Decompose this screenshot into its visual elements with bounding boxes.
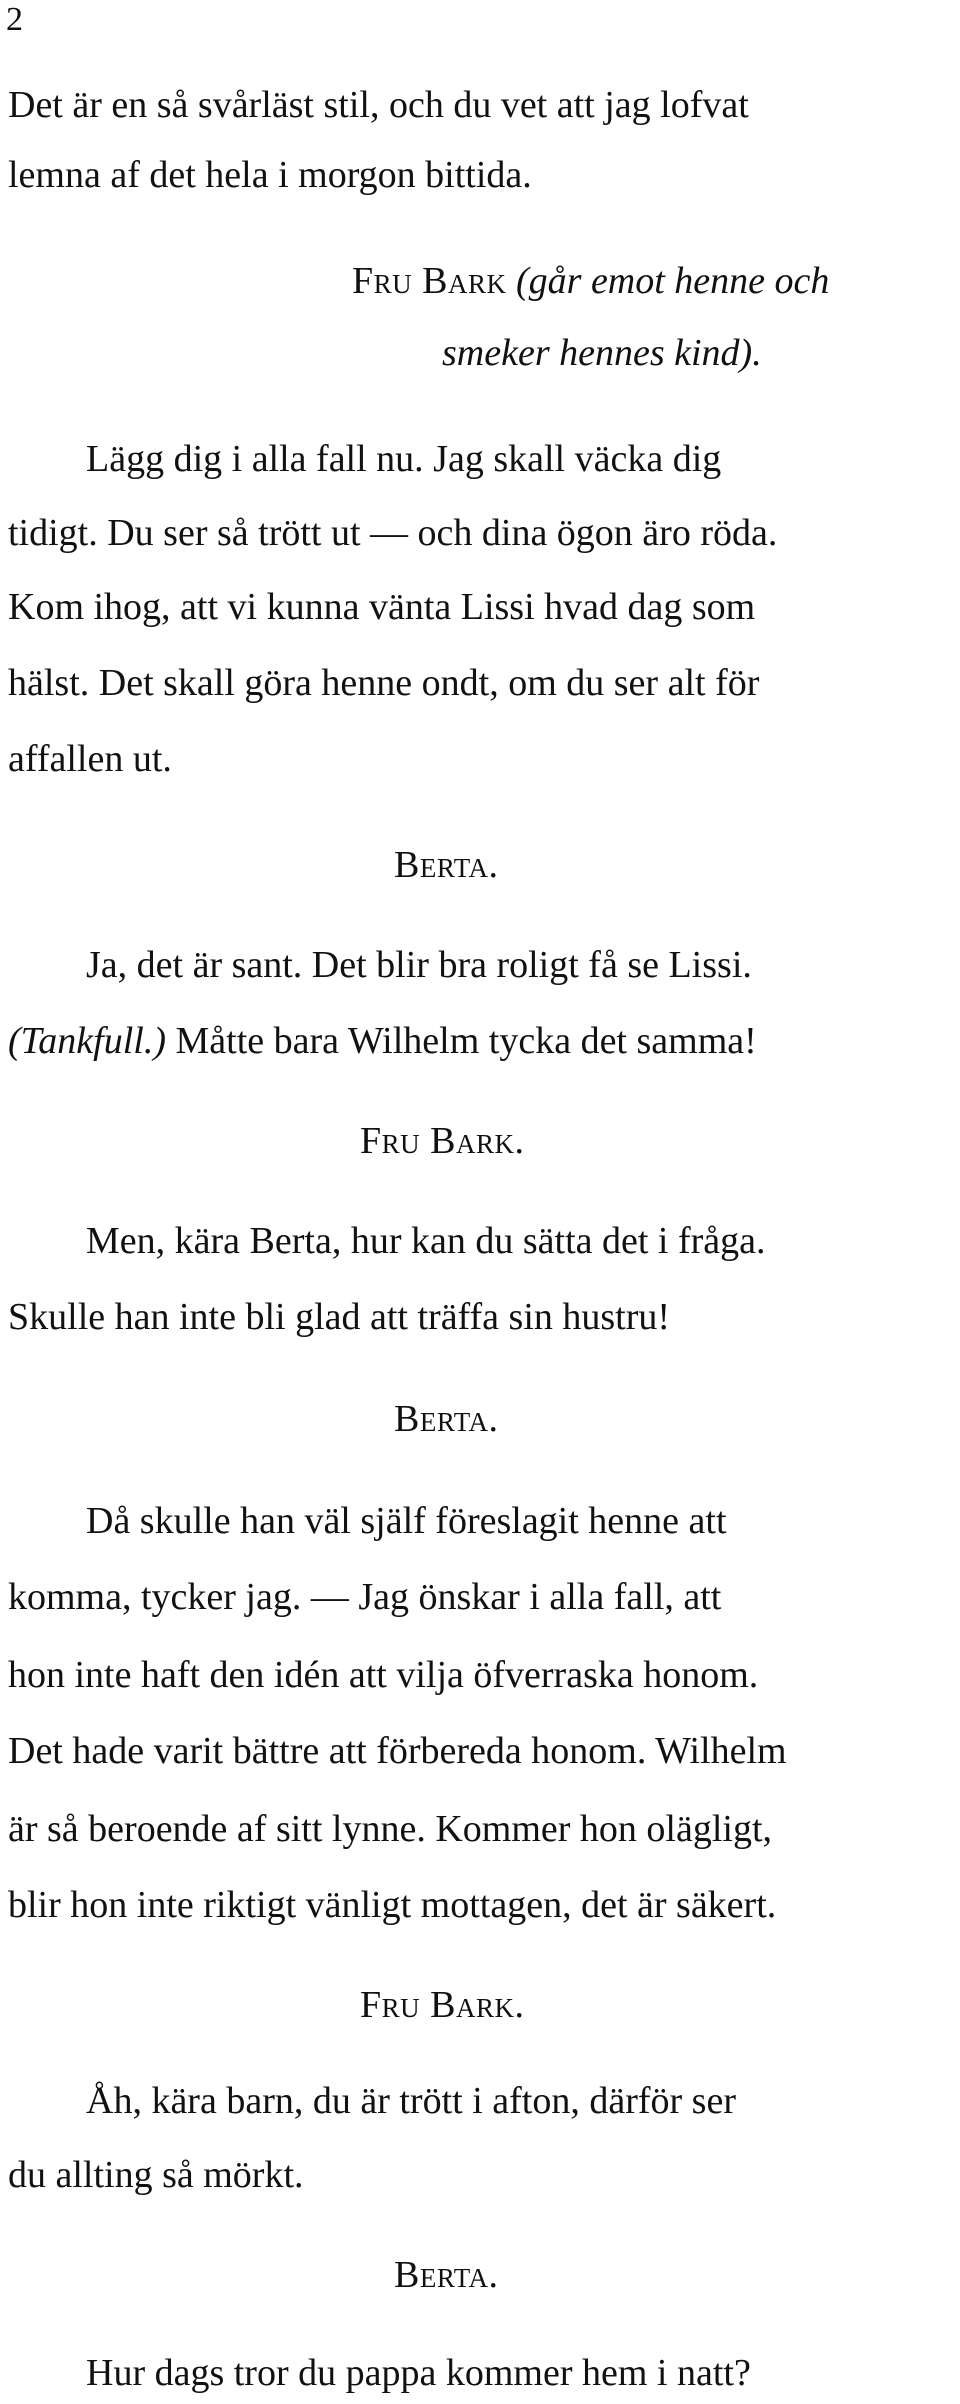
stage-direction: smeker hennes kind). [442,332,762,374]
speaker-name: Berta. [394,1398,499,1440]
text-line: Då skulle han väl själf föreslagit henne att [86,1500,727,1542]
line-text: Måtte bara Wilhelm tycka det samma! [166,1020,757,1062]
text-line: Det är en så svårläst stil, och du vet att jag lofvat [8,84,749,126]
stage-direction: (går emot henne och [506,260,830,302]
text-line: hon inte haft den idén att vilja öfverraska honom. [8,1654,759,1696]
text-line: affallen ut. [8,738,172,780]
text-line: hälst. Det skall göra henne ondt, om du ser alt för [8,662,760,704]
text-line: Åh, kära barn, du är trött i afton, därför ser [86,2080,736,2122]
text-line: Lägg dig i alla fall nu. Jag skall väcka dig [86,438,722,480]
speaker-name: Berta. [394,844,499,886]
page-number: 2 [6,1,23,38]
speaker-name: Fru Bark. [360,1984,525,2026]
text-line: Hur dags tror du pappa kommer hem i natt? [86,2352,751,2394]
speaker-name: Fru Bark [352,260,507,302]
text-line: Skulle han inte bli glad att träffa sin hustru! [8,1296,671,1338]
text-line: blir hon inte riktigt vänligt mottagen, det är säkert. [8,1884,777,1926]
text-line: lemna af det hela i morgon bittida. [8,154,532,196]
text-line [8,1018,757,1064]
speaker-name: Fru Bark. [360,1120,525,1162]
text-line: är så beroende af sitt lynne. Kommer hon olägligt, [8,1808,773,1850]
text-line: Men, kära Berta, hur kan du sätta det i fråga. [86,1220,766,1262]
text-line: Ja, det är sant. Det blir bra roligt få se Lissi. [86,944,752,986]
speaker-with-direction [352,258,829,304]
text-line: du allting så mörkt. [8,2154,304,2196]
text-line: Det hade varit bättre att förbereda honom. Wilhelm [8,1730,787,1772]
text-line: komma, tycker jag. — Jag önskar i alla fall, att [8,1576,722,1618]
speaker-name: Berta. [394,2254,499,2296]
text-line: tidigt. Du ser så trött ut — och dina ögon äro röda. [8,512,778,554]
stage-direction: (Tankfull.) [8,1020,166,1062]
text-line: Kom ihog, att vi kunna vänta Lissi hvad dag som [8,586,756,628]
